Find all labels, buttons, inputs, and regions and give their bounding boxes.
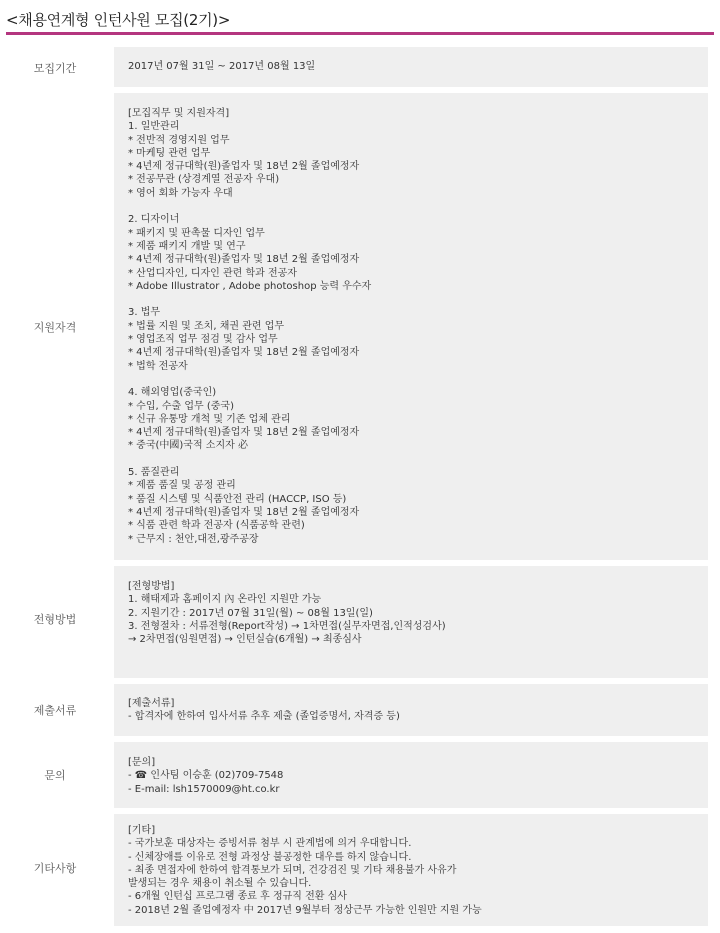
content-line: 4. 해외영업(중국인) [128, 387, 217, 399]
content-line: * Adobe Illustrator , Adobe photoshop 능력 우수자 [128, 280, 372, 292]
content-line: 3. 법무 [128, 307, 161, 319]
content-line: - 신체장애를 이유로 전형 과정상 불공정한 대우를 하지 않습니다. [128, 851, 412, 863]
section-label: 전형방법 [33, 613, 77, 626]
content-line: 2. 디자이너 [128, 214, 180, 226]
content-line: * 근무지 : 천안,대전,광주공장 [128, 533, 259, 545]
content-line: 1. 일반관리 [128, 121, 180, 133]
content-line: [문의] [128, 757, 156, 768]
content-line: * 전반적 경영지원 업무 [128, 134, 230, 146]
content-line: * 4년제 정규대학(원)졸업자 및 18년 2월 졸업예정자 [128, 347, 360, 359]
section-recruit-period [0, 47, 720, 87]
content-line: * 영업조직 업무 점검 및 감사 업무 [128, 334, 278, 346]
content-line: * 식품 관련 학과 전공자 (식품공학 관련) [128, 520, 305, 532]
content-line: 1. 해태제과 홈페이지 內 온라인 지원만 가능 [128, 594, 322, 606]
section-other [0, 814, 720, 926]
content-line: - 합격자에 한하여 입사서류 추후 제출 (졸업증명서, 자격증 등) [128, 711, 400, 723]
content-line: 2017년 07월 31일 ~ 2017년 08월 13일 [128, 61, 316, 73]
section-content [114, 742, 708, 808]
section-label: 지원자격 [33, 321, 77, 334]
section-content [114, 566, 708, 678]
content-line: - 2018년 2월 졸업예정자 中 2017년 9월부터 정상근무 가능한 인원만 지원 가능 [128, 904, 482, 916]
content-line: [모집직무 및 지원자격] [128, 108, 230, 119]
section-selection-process [0, 566, 720, 678]
section-content [114, 47, 708, 87]
content-line: * 수입, 수출 업무 (중국) [128, 400, 234, 412]
title-divider [6, 32, 714, 35]
section-label: 제출서류 [33, 704, 77, 717]
section-inquiry [0, 742, 720, 808]
content-line: [전형방법] [128, 581, 175, 592]
content-line: * 마케팅 관련 업무 [128, 147, 211, 159]
content-line: * 품질 시스템 및 식품안전 관리 (HACCP, ISO 등) [128, 493, 347, 505]
content-line: * 산업디자인, 디자인 관련 학과 전공자 [128, 267, 297, 279]
section-content [114, 93, 708, 560]
content-line: * 4년제 정규대학(원)졸업자 및 18년 2월 졸업예정자 [128, 254, 360, 266]
blank-line [128, 293, 708, 306]
content-line: * 신규 유통망 개척 및 기존 업체 관리 [128, 413, 291, 425]
blank-line [128, 453, 708, 466]
page-title: <채용연계형 인턴사원 모집(2기)> [6, 11, 231, 29]
content-line: * 중국(中國)국적 소지자 必 [128, 440, 248, 452]
content-line: - 최종 면접자에 한하여 합격통보가 되며, 건강검진 및 기타 채용불가 사유가 [128, 864, 457, 876]
section-content [114, 684, 708, 736]
content-line: 3. 전형절차 : 서류전형(Report작성) → 1차면접(실무자면접,인적성검사) [128, 620, 446, 632]
content-line: * 패키지 및 판촉물 디자인 업무 [128, 227, 265, 239]
content-line: → 2차면접(임원면접) → 인턴실습(6개월) → 최종심사 [128, 634, 362, 646]
section-label: 모집기간 [33, 62, 77, 75]
content-line: - 국가보훈 대상자는 증빙서류 첨부 시 관계법에 의거 우대합니다. [128, 838, 412, 850]
blank-line [128, 373, 708, 386]
content-line: - 6개월 인턴십 프로그램 종료 후 정규직 전환 심사 [128, 891, 347, 903]
section-qualifications [0, 93, 720, 560]
content-line: * 영어 회화 가능자 우대 [128, 187, 233, 199]
content-line: - E-mail: lsh1570009@ht.co.kr [128, 783, 280, 795]
blank-line [128, 200, 708, 213]
section-documents [0, 684, 720, 736]
content-line: * 법학 전공자 [128, 360, 188, 372]
content-line: * 제품 패키지 개발 및 연구 [128, 240, 246, 252]
content-line: 발생되는 경우 채용이 취소될 수 있습니다. [128, 878, 312, 890]
section-content [114, 814, 708, 926]
content-line: * 4년제 정규대학(원)졸업자 및 18년 2월 졸업예정자 [128, 161, 360, 173]
content-line: * 4년제 정규대학(원)졸업자 및 18년 2월 졸업예정자 [128, 427, 360, 439]
content-line: * 제품 품질 및 공정 관리 [128, 480, 236, 492]
content-line: * 전공무관 (상경계열 전공자 우대) [128, 174, 280, 186]
content-line: 5. 품질관리 [128, 467, 180, 479]
section-label: 문의 [44, 769, 66, 782]
section-label: 기타사항 [33, 862, 77, 875]
content-line: 2. 지원기간 : 2017년 07월 31일(월) ~ 08월 13일(일) [128, 607, 373, 619]
content-line: * 4년제 정규대학(원)졸업자 및 18년 2월 졸업예정자 [128, 506, 360, 518]
content-line: [기타] [128, 825, 156, 836]
content-line: - ☎ 인사팀 이승훈 (02)709-7548 [128, 770, 284, 782]
content-line: [제출서류] [128, 698, 175, 709]
content-line: * 법률 지원 및 조치, 채권 관련 업무 [128, 320, 285, 332]
